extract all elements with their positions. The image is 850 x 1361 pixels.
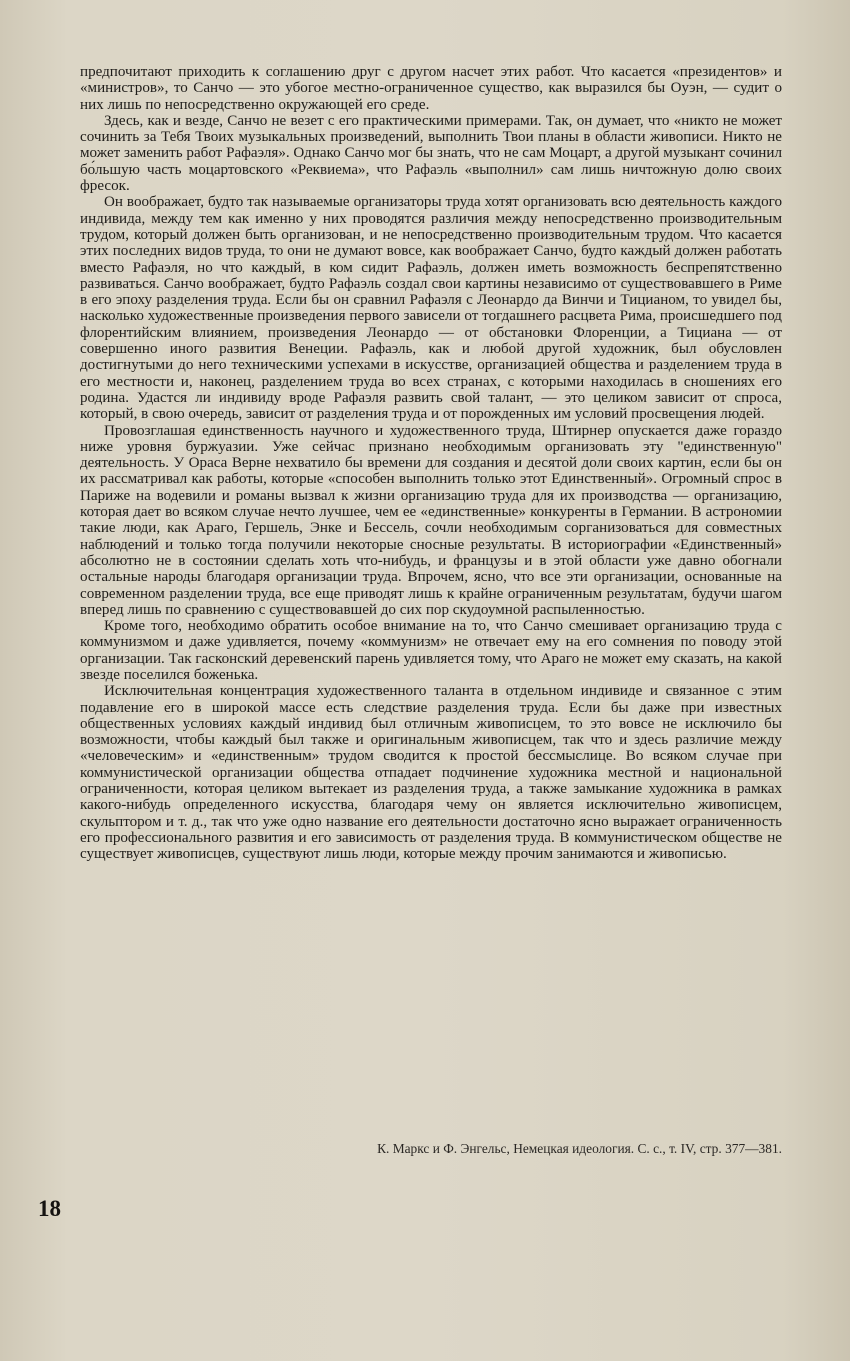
page-number: 18 <box>38 1196 61 1221</box>
paragraph-2: Здесь, как и везде, Санчо не везет с его практическими примерами. Так, он думает, что «никто не может сочинить за Тебя Твоих музыкальных произведений, выполнить Твои планы в области живописи. Никто не может заменить работ Рафаэля». Однако Санчо мог бы знать, что не сам Моцарт, а другой музыкант сочинил бо́льшую часть моцартовского «Реквиема», что Рафаэль «выполнил» сам лишь ничтожную долю своих фресок. <box>80 112 782 195</box>
source-citation: К. Маркс и Ф. Энгельс, Немецкая идеология. С. с., т. IV, стр. 377—381. <box>377 1141 782 1156</box>
paragraph-6: Исключительная концентрация художественного таланта в отдельном индивиде и связанное с этим подавление его в широкой массе есть следствие разделения труда. Если бы даже при известных общественных условиях каждый индивид был отличным живописцем, то это вовсе не исключило бы возможности, чтобы каждый был также и оригинальным живописцем, так что и здесь различие между «человеческим» и «единственным» трудом сводится к простой бессмыслице. Во всяком случае при коммунистической организации общества отпадает подчинение художника местной и национальной ограниченности, которая целиком вытекает из разделения труда, а также замыкание художника в рамках какого-нибудь определенного искусства, благодаря чему он является исключительно живописцем, скульптором и т. д., так что уже одно название его деятельности достаточно ясно выражает ограниченность его профессионального развития и его зависимость от разделения труда. В коммунистическом обществе не существует живописцев, существуют лишь люди, которые между прочим занимаются и живописью. <box>80 683 782 863</box>
pencil-mark <box>784 558 840 682</box>
paragraph-5: Кроме того, необходимо обратить особое внимание на то, что Санчо смешивает организацию труда с коммунизмом и даже удивляется, почему «коммунизм» не отвечает ему на его сомнения по поводу этой организации. Так гасконский деревенский парень удивляется тому, что Араго не может ему сказать, на какой звезде поселился боженька. <box>80 618 782 683</box>
paragraph-4: Провозглашая единственность научного и художественного труда, Штирнер опускается даже гораздо ниже уровня буржуазии. Уже сейчас признано необходимым организовать эту "единственную" деятельность. У Ораса Верне нехватило бы времени для создания и десятой доли своих картин, если бы он их рассматривал как работы, которые «способен выполнить только этот Единственный». Огромный спрос в Париже на водевили и романы вызвал к жизни организацию труда для их производства — организацию, которая дает во всяком случае нечто лучшее, чем ее «единственные» конкуренты в Германии. В астрономии такие люди, как Араго, Гершель, Энке и Бессель, сочли необходимым сорганизоваться для совместных наблюдений и только тогда получили некоторые сносные результаты. В историографии «Единственный» абсолютно не в состоянии сделать хоть что-нибудь, и французы и в этой области уже давно обогнали остальные народы благодаря организации труда. Впрочем, ясно, что все эти организации, основанные на современном разделении труда, все еще приводят лишь к крайне ограниченным результатам, будучи шагом вперед лишь по сравнению с существовавшей до сих пор скудоумной распыленностью. <box>80 422 782 618</box>
paragraph-3: Он воображает, будто так называемые организаторы труда хотят организовать всю деятельность каждого индивида, между тем как именно у них проводятся различия между непосредственно производительным трудом, который должен быть организован, и не непосредственно производительным трудом. Что касается этих последних видов труда, то они не думают вовсе, как воображает Санчо, будто каждый должен работать вместо Рафаэля, но что каждый, в ком сидит Рафаэль, должен иметь возможность беспрепятственно развиваться. Санчо воображает, будто Рафаэль создал свои картины независимо от существовавшего в Риме в его эпоху разделения труда. Если бы он сравнил Рафаэля с Леонардо да Винчи и Тицианом, то увидел бы, насколько художественные произведения первого зависели от тогдашнего расцвета Рима, происшедшего под флорентийским влиянием, произведения Леонардо — от обстановки Флоренции, а Тициана — от совершенно иного развития Венеции. Рафаэль, как и любой другой художник, был обусловлен достигнутыми до него техническими успехами в искусстве, организацией общества и разделением труда в его местности и, наконец, разделением труда во всех странах, с которыми находилась в сношениях его родина. Удастся ли индивиду вроде Рафаэля развить свой талант, — это целиком зависит от спроса, который, в свою очередь, зависит от разделения труда и от порожденных им условий просвещения людей. <box>80 194 782 423</box>
paragraph-1: предпочитают приходить к соглашению друг с другом насчет этих работ. Что касается «президентов» и «министров», то Санчо — это убогое местно-ограниченное существо, как выразился бы Оуэн, — судит о них лишь по непосредственно окружающей его среде. <box>80 64 782 113</box>
main-text <box>80 64 782 863</box>
